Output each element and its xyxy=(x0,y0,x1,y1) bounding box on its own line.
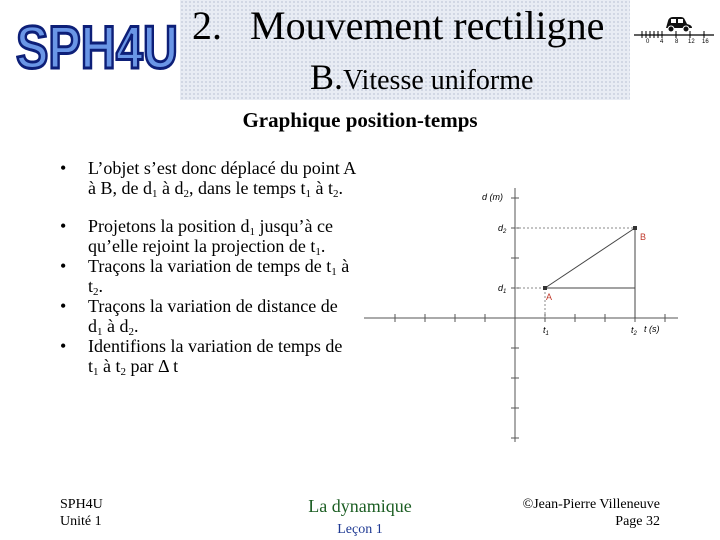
footer-author-info xyxy=(523,496,660,530)
bullet-item: • L’objet s’est donc déplacé du point A à B, de $d_1$ à $d_2$, dans le temps $t_1$ à $t_2$. xyxy=(56,158,356,198)
scale-label-12: 12 xyxy=(688,39,695,44)
footer-course: SPH4U xyxy=(60,497,103,512)
chapter-title: Mouvement rectiligne xyxy=(250,3,605,48)
bullet-item: • Identifions la variation de temps de $t_1$ à $t_2$ par Δ t xyxy=(56,336,356,376)
footer-topic-info xyxy=(300,496,420,538)
bullet-item: • Traçons la variation de temps de $t_1$ à $t_2$. xyxy=(56,256,356,296)
scale-label-8: 8 xyxy=(675,39,679,44)
y-axis-label: d (m) xyxy=(482,192,503,202)
car-on-scale-icon xyxy=(632,8,716,44)
logo-text: SPH4U xyxy=(16,14,178,76)
bullet-list xyxy=(56,158,356,376)
point-b-label: B xyxy=(640,232,647,242)
scale-label-4: 4 xyxy=(660,39,664,44)
bullet-item: • Projetons la position $d_1$ jusqu’à ce qu’elle rejoint la projection de $t_1$. xyxy=(56,216,356,256)
section-name: Vitesse uniforme xyxy=(343,65,534,96)
motion-line xyxy=(545,228,635,288)
point-a-marker xyxy=(543,286,547,290)
graph-axes xyxy=(364,188,678,442)
footer-lesson: Leçon 1 xyxy=(337,522,383,537)
footer-author: ©Jean-Pierre Villeneuve xyxy=(522,497,660,512)
footer-unit: Unité 1 xyxy=(60,514,102,529)
sph4u-logo xyxy=(14,10,182,76)
d1-label: $d_1$ xyxy=(498,283,507,295)
scale-label-16: 16 xyxy=(702,39,709,44)
t1-label: $t_1$ xyxy=(543,325,549,337)
bullet-item: • Traçons la variation de distance de $d_1$ à $d_2$. xyxy=(56,296,356,336)
slide-title xyxy=(192,2,604,49)
position-time-graph xyxy=(360,180,680,450)
section-title xyxy=(310,56,533,98)
point-a-label: A xyxy=(546,292,553,302)
section-letter: B. xyxy=(310,57,344,97)
point-b-marker xyxy=(633,226,637,230)
chapter-number: 2. xyxy=(192,3,222,48)
footer-course-info xyxy=(60,496,103,530)
footer-page: Page 32 xyxy=(615,514,660,529)
subtitle-text: Graphique position-temps xyxy=(242,108,478,132)
t2-label: $t_2$ xyxy=(631,325,637,337)
subtitle xyxy=(0,108,720,133)
footer-topic: La dynamique xyxy=(308,496,412,516)
scale-label-0: 0 xyxy=(646,39,650,44)
x-axis-label: t (s) xyxy=(644,324,660,334)
d2-label: $d_2$ xyxy=(498,223,507,235)
